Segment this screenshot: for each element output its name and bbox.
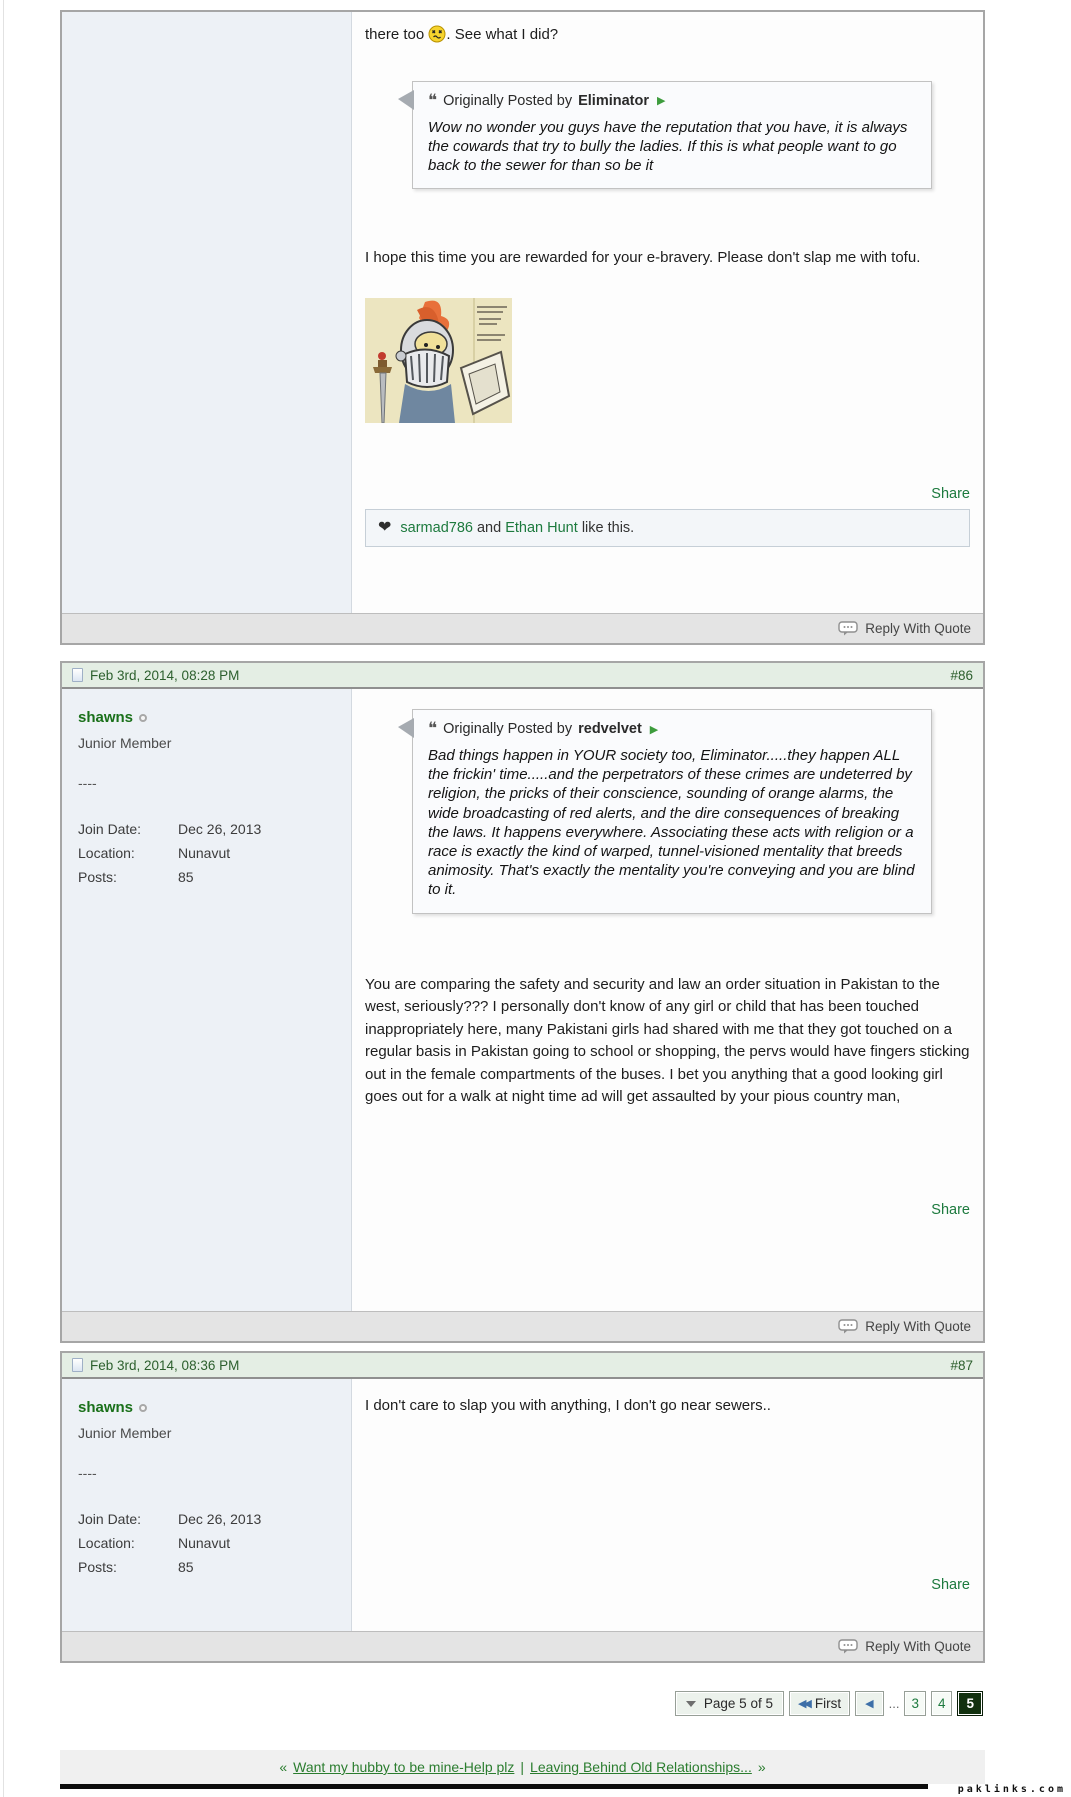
liker-link[interactable]: sarmad786 xyxy=(400,519,473,536)
share-link[interactable]: Share xyxy=(931,1201,970,1218)
previous-page-button[interactable] xyxy=(855,1691,883,1716)
user-panel-empty xyxy=(62,12,352,613)
stat-label: Location: xyxy=(78,845,135,861)
page-3-button[interactable]: 3 xyxy=(904,1691,926,1716)
stat-label: Location: xyxy=(78,1535,135,1551)
user-panel xyxy=(62,689,352,1311)
online-status-icon xyxy=(139,1404,147,1412)
next-thread-link[interactable]: Leaving Behind Old Relationships... xyxy=(530,1759,752,1775)
first-page-button[interactable] xyxy=(789,1691,850,1716)
quote-author: redvelvet xyxy=(578,721,642,737)
raquo: » xyxy=(757,1759,766,1775)
post-top-partial xyxy=(60,10,985,645)
post-date: Feb 3rd, 2014, 08:28 PM xyxy=(90,667,240,683)
page-4-button[interactable]: 4 xyxy=(931,1691,953,1716)
quote-text: Wow no wonder you guys have the reputation that you have, it is always the cowards that try to bully the ladies. If this is what people want to go back to the sewer for than so be it xyxy=(428,118,908,174)
current-page-badge: 5 xyxy=(957,1691,983,1716)
first-page-icon: ◀◀ xyxy=(797,1698,809,1710)
stat-label: Posts: xyxy=(78,869,117,885)
post-text: there too xyxy=(365,26,425,43)
post-number-link[interactable]: #86 xyxy=(950,667,973,683)
post-body: I hope this time you are rewarded for your e-bravery. Please don't slap me with tofu. xyxy=(365,249,921,267)
user-panel xyxy=(62,1379,352,1631)
post-content xyxy=(352,689,983,1311)
speech-bubble-icon xyxy=(838,1639,858,1654)
share-link[interactable]: Share xyxy=(931,1576,970,1593)
bottom-bar xyxy=(60,1784,928,1789)
post-87-header xyxy=(62,1353,983,1379)
quote-text: Bad things happen in YOUR society too, Eliminator.....they happen ALL the frickin' time.....and the perpetrators of these crimes are undeterred by religion, the pricks of their conscience, sounding of orange alarms, the wide broadcasting of red alerts, and the dire consequences of breaking the laws. It happens everywhere. Associating these acts with religion or a race is exactly the kind of warped, tunnel-visioned mentality that breeds animosity. That's exactly the mentality you're conveying and you are blind to it. xyxy=(428,747,915,899)
previous-thread-link[interactable]: Want my hubby to be mine-Help plz xyxy=(293,1759,515,1775)
page-indicator: Page 5 of 5 xyxy=(703,1696,773,1711)
stat-label: Posts: xyxy=(78,1559,117,1575)
post-body: I don't care to slap you with anything, I don't go near sewers.. xyxy=(365,1397,771,1414)
online-status-icon xyxy=(139,714,147,722)
username-link[interactable]: shawns xyxy=(78,709,134,726)
first-page-label: First xyxy=(814,1696,842,1711)
quote-author: Eliminator xyxy=(578,92,650,109)
view-post-icon[interactable]: ▶ xyxy=(657,95,666,107)
stat-value: Dec 26, 2013 xyxy=(178,1511,262,1527)
quote-box-redvelvet xyxy=(412,709,932,914)
likes-suffix: like this. xyxy=(581,519,635,536)
quote-box-eliminator xyxy=(412,81,932,190)
post-87 xyxy=(60,1351,985,1663)
knight-comic-image xyxy=(365,298,512,423)
quote-prefix: Originally Posted by xyxy=(443,92,573,109)
quote-pointer-icon xyxy=(398,718,414,738)
likes-conjunction: and xyxy=(476,519,502,536)
reply-with-quote-label: Reply With Quote xyxy=(865,1319,971,1334)
heart-like-icon: ❤ xyxy=(378,518,392,536)
quote-pointer-icon xyxy=(398,90,414,110)
speech-bubble-icon xyxy=(838,1319,858,1334)
reply-with-quote-label: Reply With Quote xyxy=(865,621,971,636)
post-text-line xyxy=(365,24,970,47)
stat-value: 85 xyxy=(178,869,194,885)
username-link[interactable]: shawns xyxy=(78,1399,134,1416)
quote-open-icon: ❝ xyxy=(428,719,438,738)
user-stats xyxy=(78,1511,335,1575)
quote-prefix: Originally Posted by xyxy=(443,721,573,737)
stat-value: 85 xyxy=(178,1559,194,1575)
post-body: You are comparing the safety and security and law an order situation in Pakistan to the west, seriously??? I personally don't know of any girl or child that has been touched inappropriately here, many Pakistani girls had shared with me that they got touched on a regular basis in Pakistan going to school or shopping, the pervs would have fingers sticking out in the female compartments of the buses. I bet you anything that a good looking girl goes out for a walk at night time ad will get assaulted by your pious country man, xyxy=(365,975,970,1106)
post-content xyxy=(352,1379,983,1631)
site-watermark: paklinks.com xyxy=(957,1784,1066,1795)
stat-value: Nunavut xyxy=(178,845,231,861)
share-row xyxy=(365,1201,970,1219)
post-content xyxy=(352,12,983,613)
post-document-icon xyxy=(72,668,83,682)
share-link[interactable]: Share xyxy=(931,485,970,502)
post-date: Feb 3rd, 2014, 08:36 PM xyxy=(90,1357,240,1373)
reply-with-quote-button[interactable] xyxy=(62,1311,983,1341)
thread-navigation-footer xyxy=(60,1750,985,1784)
quote-open-icon: ❝ xyxy=(428,90,438,110)
user-signature-dashes: ---- xyxy=(78,775,97,791)
pagination-ellipsis: ... xyxy=(888,1696,900,1711)
user-title: Junior Member xyxy=(78,1425,172,1441)
dizzy-smiley-icon xyxy=(428,25,446,43)
thread-main-column xyxy=(60,0,985,1789)
user-signature-dashes: ---- xyxy=(78,1465,97,1481)
stat-value: Nunavut xyxy=(178,1535,231,1551)
reply-with-quote-label: Reply With Quote xyxy=(865,1639,971,1654)
pagination-bar xyxy=(60,1691,985,1716)
post-86 xyxy=(60,661,985,1343)
chevron-down-icon xyxy=(686,1701,696,1707)
laquo: « xyxy=(279,1759,288,1775)
user-stats xyxy=(78,821,335,885)
view-post-icon[interactable]: ▶ xyxy=(649,723,659,736)
post-86-header xyxy=(62,663,983,689)
prev-page-icon: ◀ xyxy=(865,1698,874,1710)
page-select-dropdown[interactable] xyxy=(675,1691,784,1716)
liker-link[interactable]: Ethan Hunt xyxy=(505,519,578,536)
post-text: . See what I did? xyxy=(446,26,559,43)
thread-nav-divider: | xyxy=(520,1759,525,1775)
reply-with-quote-button[interactable] xyxy=(62,613,983,643)
reply-with-quote-button[interactable] xyxy=(62,1631,983,1661)
page-left-edge xyxy=(3,0,4,1797)
post-document-icon xyxy=(72,1358,83,1372)
post-number-link[interactable]: #87 xyxy=(950,1357,973,1373)
user-title: Junior Member xyxy=(78,735,172,751)
likes-bar xyxy=(365,509,970,547)
speech-bubble-icon xyxy=(838,621,858,636)
stat-label: Join Date: xyxy=(78,1511,142,1527)
stat-value: Dec 26, 2013 xyxy=(178,821,262,837)
share-row xyxy=(365,1576,970,1594)
stat-label: Join Date: xyxy=(78,821,142,837)
share-row xyxy=(365,485,970,503)
